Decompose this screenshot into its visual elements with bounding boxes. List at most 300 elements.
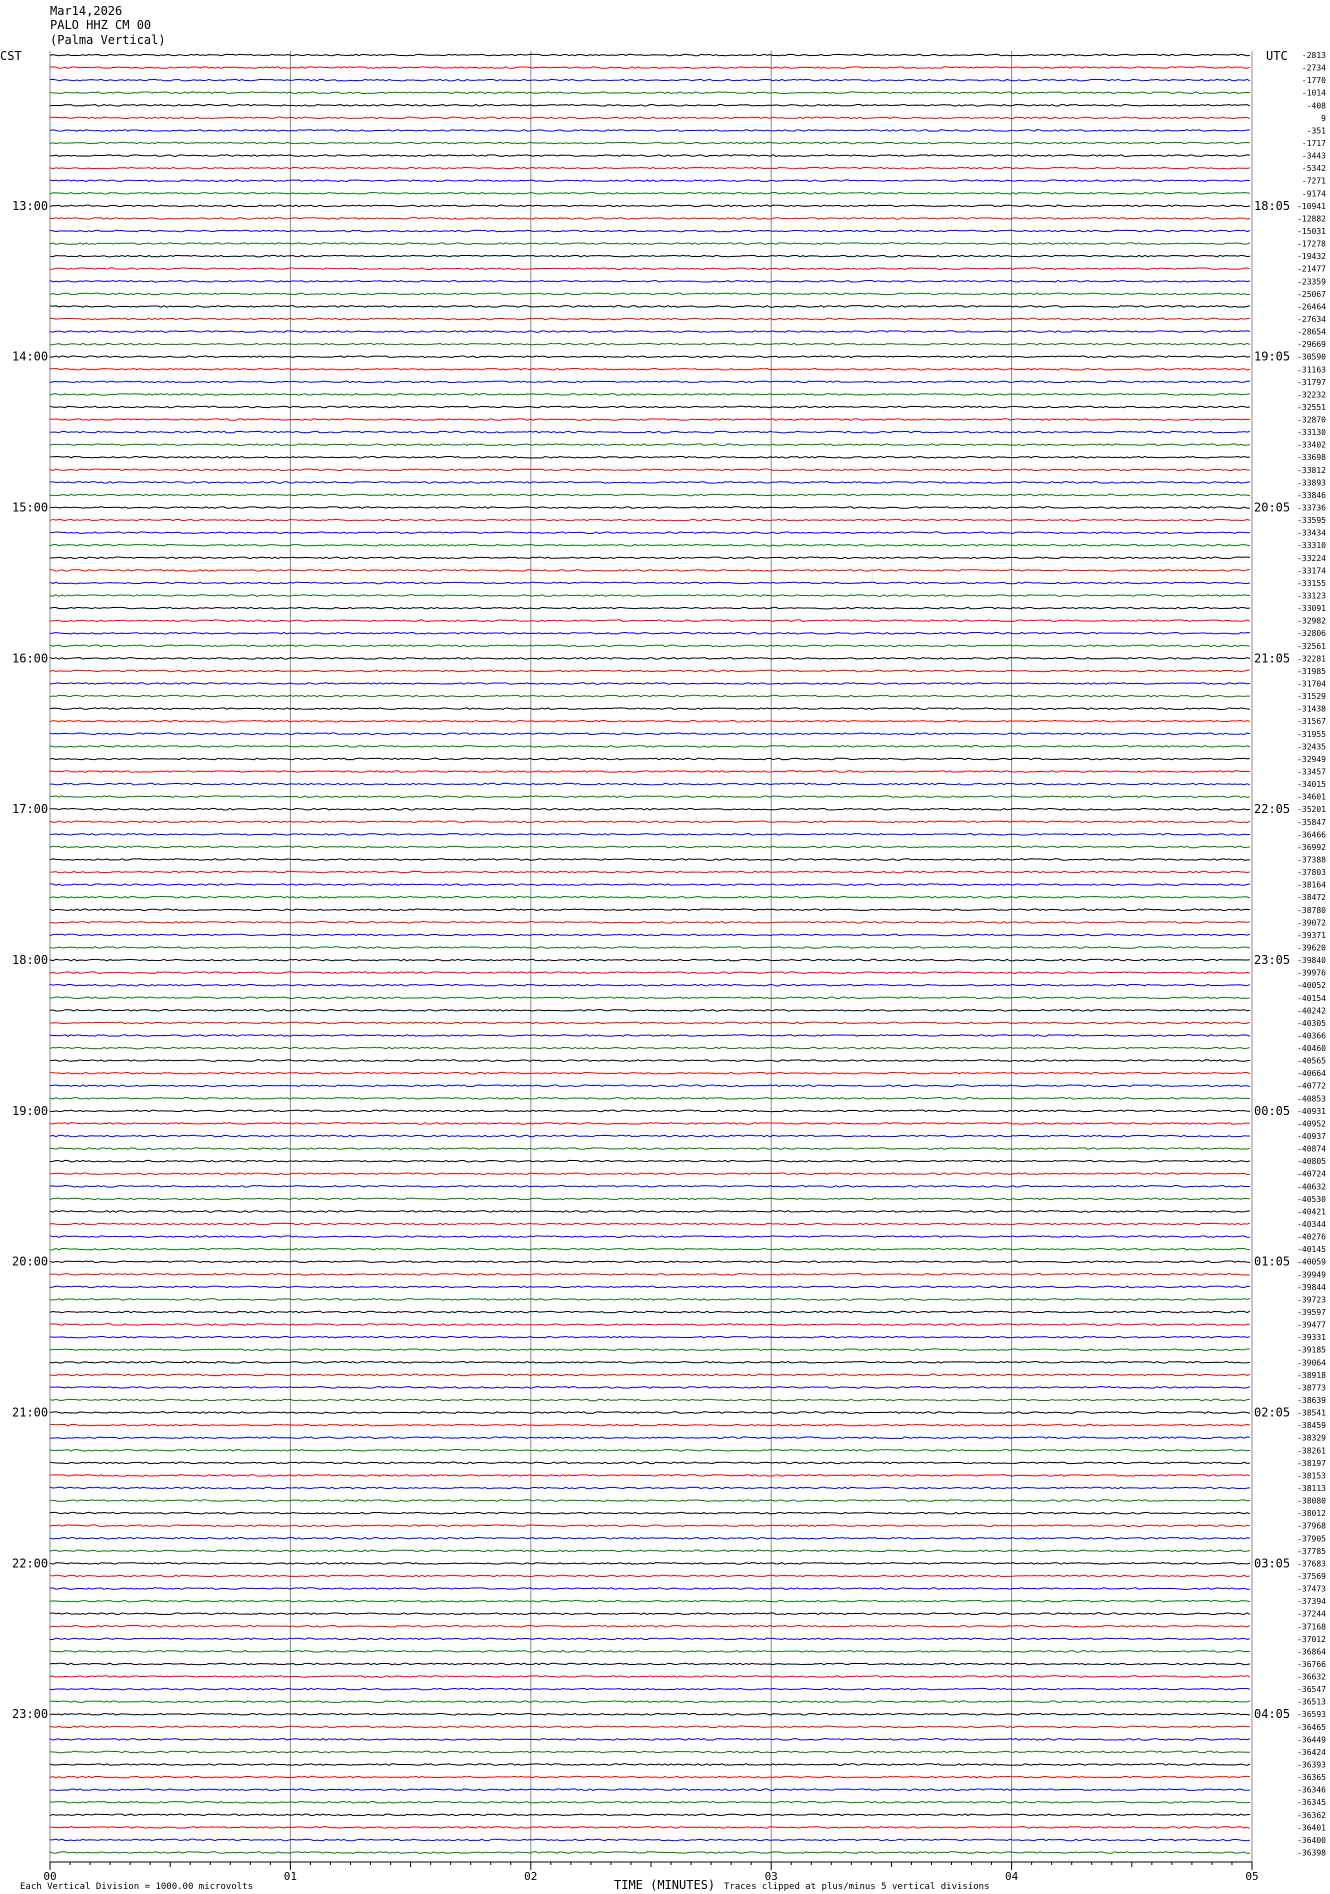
seismic-trace — [50, 130, 1250, 132]
trace-offset-label: -38773 — [1297, 1383, 1326, 1393]
trace-offset-label: -33434 — [1297, 528, 1326, 538]
seismic-trace — [50, 1651, 1250, 1653]
seismic-trace — [50, 1500, 1250, 1502]
seismic-trace — [50, 595, 1250, 597]
trace-offset-label: -33174 — [1297, 566, 1326, 576]
seismic-trace — [50, 331, 1250, 333]
trace-offset-label: -39620 — [1297, 943, 1326, 953]
right-hour-label: 21:05 — [1254, 651, 1291, 666]
seismic-trace — [50, 1852, 1250, 1854]
seismic-trace — [50, 1563, 1250, 1565]
seismic-trace — [50, 670, 1250, 672]
seismic-trace — [50, 205, 1250, 207]
seismic-trace — [50, 1123, 1250, 1125]
trace-offset-label: -35201 — [1297, 805, 1326, 815]
seismic-trace — [50, 632, 1250, 634]
trace-offset-label: -31163 — [1297, 365, 1326, 375]
seismic-trace — [50, 821, 1250, 823]
seismic-trace — [50, 1751, 1250, 1753]
trace-offset-label: -38780 — [1297, 905, 1326, 915]
trace-offset-label: -33893 — [1297, 478, 1326, 488]
trace-offset-label: -39976 — [1297, 968, 1326, 978]
trace-offset-label: -40952 — [1297, 1119, 1326, 1129]
scale-note: Each Vertical Division = 1000.00 microvolts — [20, 1882, 253, 1892]
trace-offset-label: -38918 — [1297, 1370, 1326, 1380]
right-timezone-label: UTC — [1266, 49, 1288, 63]
x-tick-label: 04 — [1004, 1870, 1019, 1883]
trace-offset-label: -36362 — [1297, 1810, 1326, 1820]
trace-offset-label: -38197 — [1297, 1458, 1326, 1468]
seismic-trace — [50, 1462, 1250, 1464]
seismic-trace — [50, 884, 1250, 886]
trace-offset-label: -36513 — [1297, 1697, 1326, 1707]
seismic-trace — [50, 92, 1250, 94]
seismic-trace — [50, 456, 1250, 458]
trace-offset-label: -36398 — [1297, 1848, 1326, 1858]
seismic-trace — [50, 1437, 1250, 1439]
trace-offset-label: -33402 — [1297, 440, 1326, 450]
seismic-trace — [50, 406, 1250, 408]
x-tick-label: 01 — [283, 1870, 298, 1883]
seismic-trace — [50, 1198, 1250, 1200]
seismic-trace — [50, 79, 1250, 81]
seismic-trace — [50, 1713, 1250, 1715]
trace-offset-label: -37244 — [1297, 1609, 1326, 1619]
trace-offset-label: -40460 — [1297, 1044, 1326, 1054]
seismic-trace — [50, 1098, 1250, 1100]
seismic-trace — [50, 796, 1250, 798]
trace-offset-label: -32551 — [1297, 402, 1326, 412]
trace-offset-label: -32561 — [1297, 641, 1326, 651]
trace-offset-label: -31704 — [1297, 679, 1326, 689]
seismic-trace — [50, 1387, 1250, 1389]
seismic-trace — [50, 1047, 1250, 1049]
seismic-trace — [50, 343, 1250, 345]
trace-offset-label: -27634 — [1297, 314, 1326, 324]
seismic-trace — [50, 1286, 1250, 1288]
trace-offset-label: -40664 — [1297, 1069, 1326, 1079]
seismic-trace — [50, 1701, 1250, 1703]
seismic-trace — [50, 368, 1250, 370]
trace-offset-label: -40344 — [1297, 1220, 1326, 1230]
seismic-trace — [50, 1072, 1250, 1074]
trace-offset-label: -38261 — [1297, 1446, 1326, 1456]
seismic-trace — [50, 834, 1250, 836]
trace-offset-label: -32232 — [1297, 390, 1326, 400]
trace-offset-label: -10941 — [1297, 201, 1326, 211]
seismic-trace — [50, 1550, 1250, 1552]
trace-offset-label: -36466 — [1297, 830, 1326, 840]
trace-offset-label: -39597 — [1297, 1308, 1326, 1317]
seismic-trace — [50, 570, 1250, 572]
trace-offset-label: -33224 — [1297, 553, 1326, 563]
seismic-trace — [50, 1035, 1250, 1037]
seismic-trace — [50, 758, 1250, 760]
trace-offset-label: -38329 — [1297, 1433, 1326, 1443]
trace-offset-label: -36992 — [1297, 842, 1326, 852]
trace-offset-label: -31567 — [1297, 717, 1326, 727]
trace-offset-label: -33310 — [1297, 541, 1326, 551]
seismic-trace — [50, 1424, 1250, 1426]
trace-offset-label: -39949 — [1297, 1270, 1326, 1280]
seismic-trace — [50, 1311, 1250, 1313]
trace-offset-label: -39064 — [1297, 1358, 1326, 1368]
trace-offset-label: -37388 — [1297, 855, 1326, 865]
trace-offset-label: -36864 — [1297, 1647, 1326, 1657]
trace-offset-label: -36346 — [1297, 1785, 1326, 1795]
seismic-trace — [50, 947, 1250, 949]
trace-offset-label: -40530 — [1297, 1194, 1326, 1204]
right-hour-label: 04:05 — [1254, 1707, 1291, 1722]
trace-offset-label: -15031 — [1297, 226, 1326, 236]
seismic-trace — [50, 1525, 1250, 1527]
left-hour-label: 19:00 — [12, 1103, 49, 1118]
seismic-trace — [50, 1801, 1250, 1803]
seismic-traces — [50, 54, 1250, 1853]
seismic-trace — [50, 180, 1250, 182]
left-hour-label: 17:00 — [12, 802, 49, 817]
trace-offset-label: 9 — [1321, 113, 1326, 123]
seismic-trace — [50, 544, 1250, 546]
seismic-trace — [50, 1022, 1250, 1024]
trace-offset-label: -9174 — [1301, 189, 1326, 199]
seismic-trace — [50, 1361, 1250, 1363]
trace-offset-label: -37168 — [1297, 1622, 1326, 1632]
x-axis-title: TIME (MINUTES) — [614, 1878, 716, 1892]
trace-offset-label: -38164 — [1297, 880, 1326, 890]
x-tick-label: 03 — [764, 1870, 778, 1883]
trace-offset-label: -31797 — [1297, 377, 1326, 387]
trace-offset-label: -33736 — [1297, 503, 1326, 513]
trace-offset-label: -33698 — [1297, 453, 1326, 463]
x-tick-label: 05 — [1245, 1870, 1259, 1883]
trace-offset-label: -40145 — [1297, 1245, 1326, 1255]
seismic-trace — [50, 771, 1250, 773]
seismic-trace — [50, 431, 1250, 433]
trace-offset-label: -33846 — [1297, 490, 1326, 500]
seismic-trace — [50, 218, 1250, 220]
trace-offset-label: -28654 — [1297, 327, 1326, 337]
trace-offset-label: -36465 — [1297, 1722, 1326, 1732]
trace-offset-label: -33812 — [1297, 465, 1326, 475]
trace-offset-label: -32870 — [1297, 415, 1326, 425]
seismic-trace — [50, 859, 1250, 861]
seismic-trace — [50, 1148, 1250, 1150]
seismic-trace — [50, 1060, 1250, 1062]
seismic-trace — [50, 1575, 1250, 1577]
trace-offset-label: -40276 — [1297, 1232, 1326, 1242]
trace-offset-label: -36400 — [1297, 1835, 1326, 1845]
left-hour-label: 14:00 — [12, 349, 49, 364]
seismic-trace — [50, 1374, 1250, 1376]
x-tick-label: 00 — [43, 1870, 57, 1883]
trace-offset-label: -25067 — [1297, 289, 1326, 299]
trace-offset-label: -37473 — [1297, 1584, 1326, 1594]
trace-offset-label: -40242 — [1297, 1006, 1326, 1016]
trace-offset-label: -1014 — [1301, 88, 1326, 98]
right-hour-label: 03:05 — [1254, 1556, 1291, 1571]
seismic-trace — [50, 306, 1250, 308]
trace-offset-label: -40366 — [1297, 1031, 1326, 1041]
trace-offset-label: -37012 — [1297, 1634, 1326, 1644]
seismic-trace — [50, 1814, 1250, 1816]
seismic-trace — [50, 1739, 1250, 1741]
seismic-trace — [50, 846, 1250, 848]
seismic-trace — [50, 695, 1250, 697]
seismic-trace — [50, 243, 1250, 245]
trace-offset-label: -36547 — [1297, 1685, 1326, 1695]
left-hour-label: 15:00 — [12, 500, 49, 515]
seismic-trace — [50, 482, 1250, 484]
right-hour-label: 22:05 — [1254, 802, 1291, 817]
seismic-trace — [50, 934, 1250, 936]
trace-offset-label: -12882 — [1297, 214, 1326, 224]
trace-offset-label: -1717 — [1301, 138, 1326, 148]
seismic-trace — [50, 1688, 1250, 1690]
seismic-trace — [50, 683, 1250, 685]
left-hour-label: 18:00 — [12, 953, 49, 968]
trace-offset-label: -37803 — [1297, 868, 1326, 878]
seismic-trace — [50, 230, 1250, 232]
seismic-trace — [50, 909, 1250, 911]
trace-offset-label: -31438 — [1297, 704, 1326, 714]
trace-offset-label: -33457 — [1297, 767, 1326, 777]
right-hour-label: 23:05 — [1254, 953, 1291, 968]
trace-offset-label: -19432 — [1297, 252, 1326, 262]
trace-offset-label: -1770 — [1301, 76, 1326, 86]
seismic-trace — [50, 1236, 1250, 1238]
seismic-trace — [50, 268, 1250, 270]
trace-offset-label: -40805 — [1297, 1157, 1326, 1167]
trace-offset-label: -2813 — [1301, 51, 1326, 60]
seismic-trace — [50, 972, 1250, 974]
trace-offset-label: -39723 — [1297, 1295, 1326, 1305]
trace-offset-label: -40632 — [1297, 1182, 1326, 1192]
seismic-trace — [50, 1613, 1250, 1615]
seismic-trace — [50, 733, 1250, 735]
seismic-trace — [50, 620, 1250, 622]
seismic-trace — [50, 104, 1250, 106]
seismic-trace — [50, 1010, 1250, 1012]
seismic-trace — [50, 1512, 1250, 1514]
trace-offset-label: -40874 — [1297, 1144, 1326, 1154]
seismic-trace — [50, 658, 1250, 660]
seismic-trace — [50, 419, 1250, 421]
seismic-trace — [50, 54, 1250, 56]
seismic-trace — [50, 1600, 1250, 1602]
trace-offset-label: -33091 — [1297, 604, 1326, 614]
left-timezone-label: CST — [0, 49, 22, 63]
clip-note: Traces clipped at plus/minus 5 vertical divisions — [724, 1882, 990, 1892]
trace-offset-label: -38012 — [1297, 1509, 1326, 1519]
trace-offset-label: -26464 — [1297, 302, 1326, 312]
seismic-trace — [50, 746, 1250, 748]
trace-offset-label: -35847 — [1297, 817, 1326, 827]
trace-offset-label: -39840 — [1297, 956, 1326, 966]
right-hour-label: 00:05 — [1254, 1103, 1291, 1118]
seismic-trace — [50, 1412, 1250, 1414]
trace-offset-label: -40421 — [1297, 1207, 1326, 1217]
seismic-trace — [50, 1537, 1250, 1539]
trace-offset-label: -32806 — [1297, 629, 1326, 639]
trace-offset-label: -38541 — [1297, 1408, 1326, 1418]
seismic-trace — [50, 1324, 1250, 1326]
trace-offset-label: -32281 — [1297, 654, 1326, 664]
trace-offset-label: -40565 — [1297, 1056, 1326, 1066]
seismic-trace — [50, 645, 1250, 647]
seismic-trace — [50, 494, 1250, 496]
trace-offset-label: -36766 — [1297, 1659, 1326, 1669]
trace-offset-label: -36449 — [1297, 1735, 1326, 1745]
seismic-trace — [50, 997, 1250, 999]
left-hour-label: 23:00 — [12, 1707, 49, 1722]
trace-offset-label: -38639 — [1297, 1395, 1326, 1405]
seismic-trace — [50, 155, 1250, 157]
seismic-trace — [50, 167, 1250, 169]
trace-offset-label: -37683 — [1297, 1559, 1326, 1569]
trace-offset-label: -39185 — [1297, 1345, 1326, 1355]
left-hour-label: 20:00 — [12, 1254, 49, 1269]
seismic-trace — [50, 1789, 1250, 1791]
seismic-trace — [50, 1764, 1250, 1766]
trace-offset-label: -39477 — [1297, 1320, 1326, 1330]
left-hour-label: 21:00 — [12, 1405, 49, 1420]
trace-offset-label: -39844 — [1297, 1282, 1326, 1292]
seismic-trace — [50, 1186, 1250, 1188]
trace-offset-label: -37905 — [1297, 1534, 1326, 1544]
trace-offset-label: -40853 — [1297, 1094, 1326, 1104]
trace-labels — [12, 51, 1326, 1858]
seismic-trace — [50, 1776, 1250, 1778]
left-hour-label: 16:00 — [12, 651, 49, 666]
trace-offset-label: -23359 — [1297, 277, 1326, 287]
seismic-trace — [50, 959, 1250, 961]
trace-offset-label: -36401 — [1297, 1823, 1326, 1833]
seismic-trace — [50, 469, 1250, 471]
trace-offset-label: -351 — [1306, 126, 1326, 136]
seismic-trace — [50, 1211, 1250, 1213]
seismic-trace — [50, 1261, 1250, 1263]
trace-offset-label: -38153 — [1297, 1471, 1326, 1481]
seismic-trace — [50, 808, 1250, 810]
trace-offset-label: -33123 — [1297, 591, 1326, 601]
seismic-trace — [50, 192, 1250, 194]
seismic-trace — [50, 142, 1250, 144]
trace-offset-label: -33130 — [1297, 428, 1326, 438]
trace-offset-label: -17278 — [1297, 239, 1326, 249]
trace-offset-label: -408 — [1306, 101, 1326, 111]
seismic-trace — [50, 507, 1250, 509]
trace-offset-label: -40772 — [1297, 1081, 1326, 1091]
seismic-trace — [50, 1475, 1250, 1477]
seismic-trace — [50, 1160, 1250, 1162]
seismic-trace — [50, 922, 1250, 924]
trace-offset-label: -40724 — [1297, 1169, 1326, 1179]
seismic-trace — [50, 582, 1250, 584]
seismic-trace — [50, 1827, 1250, 1829]
seismic-trace — [50, 532, 1250, 534]
seismic-trace — [50, 444, 1250, 446]
seismic-trace — [50, 394, 1250, 396]
trace-offset-label: -40305 — [1297, 1018, 1326, 1028]
trace-offset-label: -31985 — [1297, 666, 1326, 676]
x-tick-label: 02 — [524, 1870, 538, 1883]
trace-offset-label: -32982 — [1297, 616, 1326, 626]
trace-offset-label: -30590 — [1297, 352, 1326, 362]
date-label: Mar14,2026 — [50, 4, 123, 18]
seismic-trace — [50, 708, 1250, 710]
seismic-trace — [50, 280, 1250, 282]
trace-offset-label: -37968 — [1297, 1521, 1326, 1531]
seismic-trace — [50, 1663, 1250, 1665]
trace-offset-label: -7271 — [1301, 176, 1326, 186]
right-hour-label: 02:05 — [1254, 1405, 1291, 1420]
trace-offset-label: -38459 — [1297, 1421, 1326, 1431]
right-hour-label: 01:05 — [1254, 1254, 1291, 1269]
seismic-trace — [50, 1173, 1250, 1175]
trace-offset-label: -3443 — [1301, 151, 1326, 161]
trace-offset-label: -37785 — [1297, 1546, 1326, 1556]
seismic-trace — [50, 1248, 1250, 1250]
seismic-trace — [50, 1487, 1250, 1489]
station-description: (Palma Vertical) — [50, 33, 166, 47]
trace-offset-label: -29669 — [1297, 340, 1326, 350]
trace-offset-label: -38113 — [1297, 1483, 1326, 1493]
trace-offset-label: -38080 — [1297, 1496, 1326, 1506]
left-hour-label: 13:00 — [12, 198, 49, 213]
trace-offset-label: -32435 — [1297, 742, 1326, 752]
seismic-trace — [50, 1449, 1250, 1451]
trace-offset-label: -33595 — [1297, 516, 1326, 526]
trace-offset-label: -40052 — [1297, 981, 1326, 991]
trace-offset-label: -36365 — [1297, 1773, 1326, 1783]
station-label: PALO HHZ CM 00 — [50, 18, 152, 32]
seismic-trace — [50, 557, 1250, 559]
trace-offset-label: -34601 — [1297, 792, 1326, 802]
seismic-trace — [50, 607, 1250, 609]
right-hour-label: 18:05 — [1254, 198, 1291, 213]
seismic-trace — [50, 293, 1250, 295]
seismic-trace — [50, 255, 1250, 257]
seismic-trace — [50, 984, 1250, 986]
right-hour-label: 19:05 — [1254, 349, 1291, 364]
trace-offset-label: -32949 — [1297, 754, 1326, 764]
seismic-trace — [50, 1349, 1250, 1351]
seismic-trace — [50, 1588, 1250, 1590]
seismic-trace — [50, 1336, 1250, 1338]
seismic-trace — [50, 896, 1250, 898]
seismic-trace — [50, 1085, 1250, 1087]
seismic-trace — [50, 1839, 1250, 1841]
seismic-trace — [50, 67, 1250, 69]
trace-offset-label: -36345 — [1297, 1798, 1326, 1808]
seismic-trace — [50, 1726, 1250, 1728]
trace-offset-label: -33155 — [1297, 578, 1326, 588]
trace-offset-label: -40059 — [1297, 1257, 1326, 1267]
trace-offset-label: -37394 — [1297, 1597, 1326, 1607]
trace-offset-label: -5342 — [1301, 164, 1326, 174]
seismic-trace — [50, 1625, 1250, 1627]
seismic-trace — [50, 783, 1250, 785]
trace-offset-label: -34015 — [1297, 780, 1326, 790]
trace-offset-label: -36593 — [1297, 1710, 1326, 1720]
trace-offset-label: -40931 — [1297, 1106, 1326, 1116]
seismic-trace — [50, 1223, 1250, 1225]
seismic-trace — [50, 871, 1250, 873]
trace-offset-label: -39371 — [1297, 930, 1326, 940]
seismic-trace — [50, 1273, 1250, 1275]
left-hour-label: 22:00 — [12, 1556, 49, 1571]
